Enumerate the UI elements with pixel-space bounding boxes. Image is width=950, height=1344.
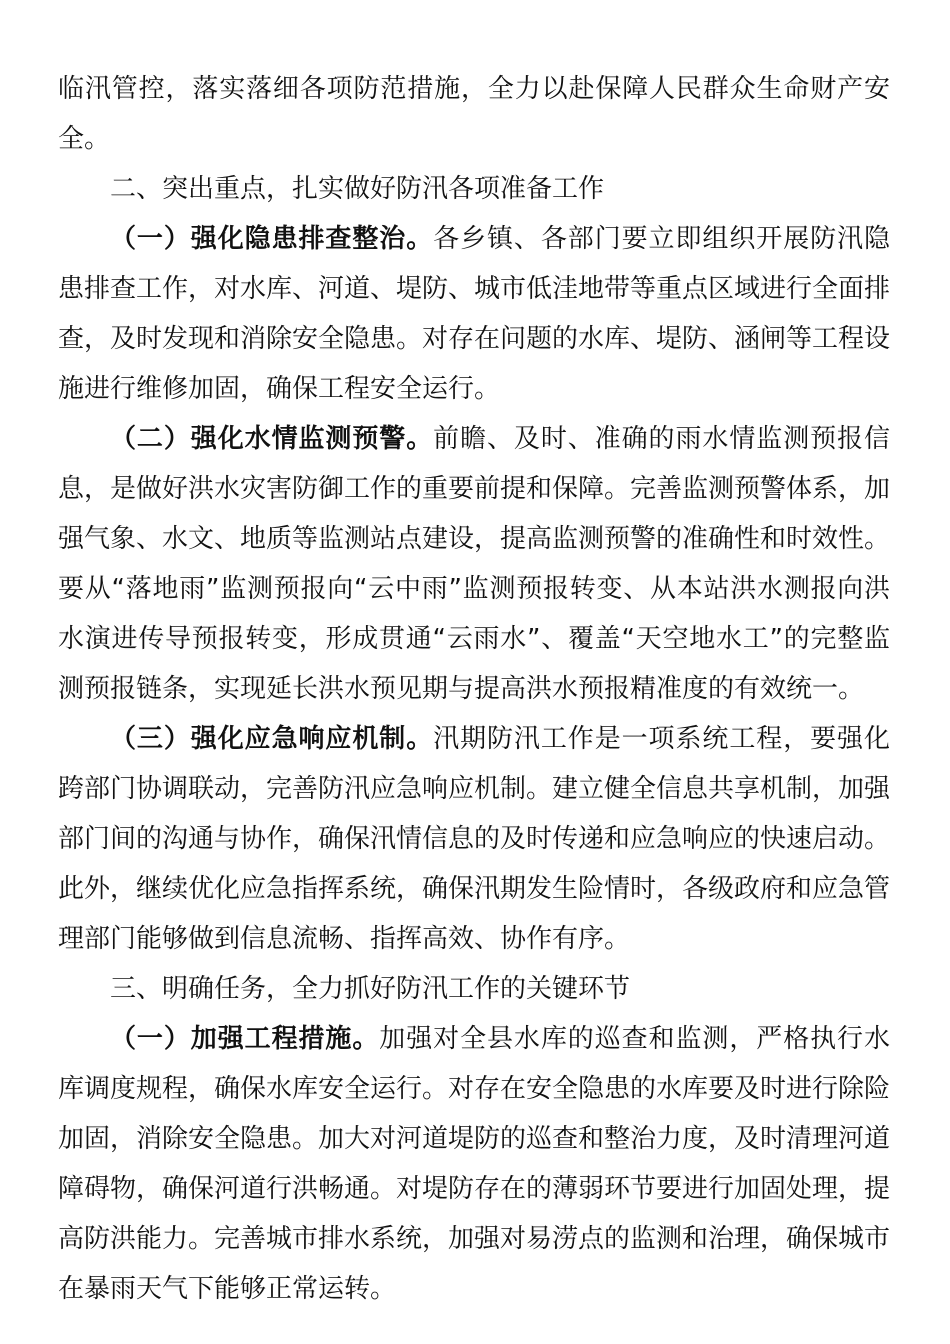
- section-two-heading: 二、突出重点，扎实做好防汛各项准备工作: [110, 174, 605, 204]
- item-body: 加强对全县水库的巡查和监测，严格执行水库调度规程，确保水库安全运行。对存在安全隐患的水库要及时进行除险加固，消除安全隐患。加大对河道堤防的巡查和整治力度，及时清理河道障碍物，确保河道行洪畅通。对堤防存在的薄弱环节要进行加固处理，提高防洪能力。完善城市排水系统，加强对易涝点的监测和治理，确保城市在暴雨天气下能够正常运转。: [58, 1024, 891, 1304]
- opening-paragraph: 临汛管控，落实落细各项防范措施，全力以赴保障人民群众生命财产安全。: [58, 74, 890, 154]
- item-lead: （一）加强工程措施。: [110, 1024, 380, 1054]
- section-two-item-3: [58, 714, 890, 964]
- item-lead: （二）强化水情监测预警。: [110, 424, 434, 454]
- section-two-item-1: [58, 214, 890, 414]
- item-lead: （一）强化隐患排查整治。: [110, 224, 434, 254]
- section-three-heading: 三、明确任务，全力抓好防汛工作的关键环节: [110, 974, 631, 1004]
- section-three-item-1: [58, 1014, 890, 1314]
- item-lead: （三）强化应急响应机制。: [110, 724, 434, 754]
- item-body: 前瞻、及时、准确的雨水情监测预报信息，是做好洪水灾害防御工作的重要前提和保障。完善监测预警体系，加强气象、水文、地质等监测站点建设，提高监测预警的准确性和时效性。要从“落地雨”监测预报向“云中雨”监测预报转变、从本站洪水测报向洪水演进传导预报转变，形成贯通“云雨水”、覆盖“天空地水工”的完整监测预报链条，实现延长洪水预见期与提高洪水预报精准度的有效统一。: [58, 424, 891, 704]
- item-body: 汛期防汛工作是一项系统工程，要强化跨部门协调联动，完善防汛应急响应机制。建立健全信息共享机制，加强部门间的沟通与协作，确保汛情信息的及时传递和应急响应的快速启动。此外，继续优化应急指挥系统，确保汛期发生险情时，各级政府和应急管理部门能够做到信息流畅、指挥高效、协作有序。: [58, 724, 891, 954]
- item-body: 各乡镇、各部门要立即组织开展防汛隐患排查工作，对水库、河道、堤防、城市低洼地带等重点区域进行全面排查，及时发现和消除安全隐患。对存在问题的水库、堤防、涵闸等工程设施进行维修加固，确保工程安全运行。: [58, 224, 891, 404]
- section-two-item-2: [58, 414, 890, 714]
